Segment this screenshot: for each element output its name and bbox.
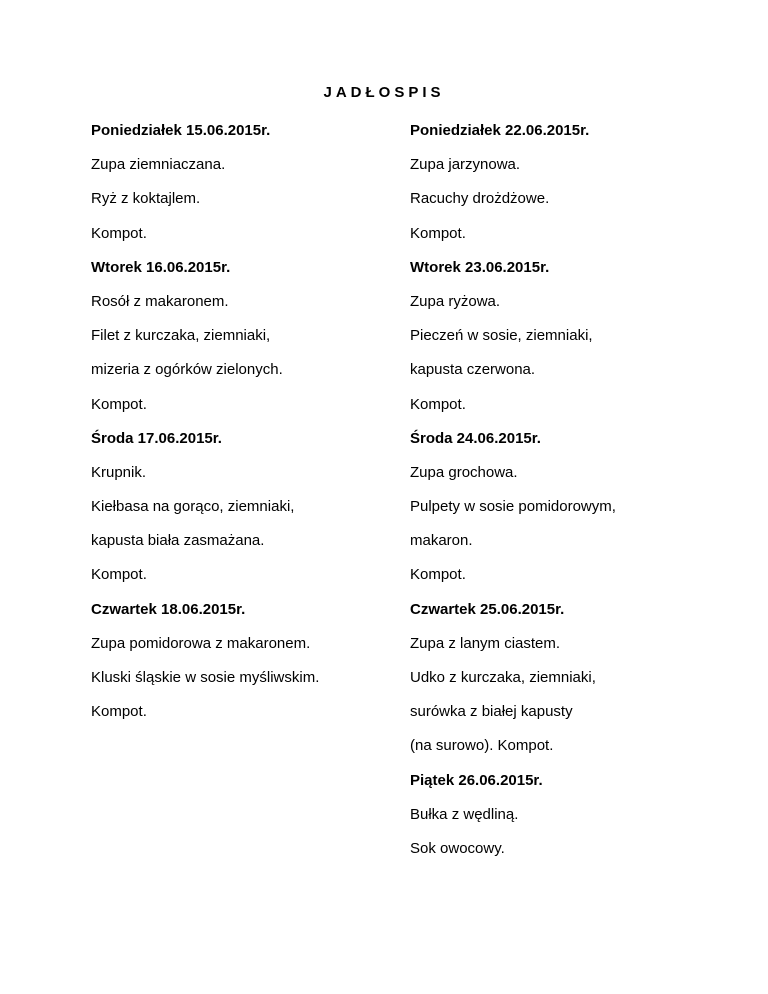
menu-item: Kompot.	[410, 224, 466, 242]
day-heading: Czwartek 25.06.2015r.	[410, 600, 565, 618]
menu-item: Ryż z koktajlem.	[91, 190, 201, 208]
menu-item: (na surowo). Kompot.	[410, 737, 554, 755]
menu-column-left	[91, 114, 421, 729]
menu-item: Zupa pomidorowa z makaronem.	[91, 634, 311, 652]
day-heading: Poniedziałek 22.06.2015r.	[410, 122, 590, 139]
menu-item: Kompot.	[91, 566, 147, 584]
day-heading: Poniedziałek 15.06.2015r.	[91, 122, 271, 139]
menu-item: kapusta czerwona.	[410, 361, 536, 379]
menu-item: Kompot.	[91, 395, 147, 413]
day-heading: Wtorek 23.06.2015r.	[410, 258, 550, 276]
day-heading: Środa 24.06.2015r.	[410, 429, 541, 447]
menu-item: Zupa z lanym ciastem.	[410, 634, 561, 652]
menu-item: Kompot.	[410, 395, 466, 413]
menu-item: Kompot.	[91, 224, 147, 242]
menu-item: mizeria z ogórków zielonych.	[91, 361, 283, 379]
day-heading: Czwartek 18.06.2015r.	[91, 600, 246, 618]
menu-item: makaron.	[410, 532, 473, 550]
menu-item: Filet z kurczaka, ziemniaki,	[91, 327, 271, 345]
menu-item: Pulpety w sosie pomidorowym,	[410, 498, 616, 516]
menu-item: Kluski śląskie w sosie myśliwskim.	[91, 669, 320, 686]
day-heading: Piątek 26.06.2015r.	[410, 771, 543, 789]
menu-item: surówka z białej kapusty	[410, 703, 573, 721]
menu-item: Kiełbasa na gorąco, ziemniaki,	[91, 498, 295, 516]
menu-column-right	[410, 114, 740, 866]
menu-item: Zupa grochowa.	[410, 463, 518, 481]
menu-item: Zupa ziemniaczana.	[91, 156, 226, 174]
menu-item: kapusta biała zasmażana.	[91, 532, 265, 550]
menu-item: Kompot.	[410, 566, 466, 584]
menu-item: Zupa ryżowa.	[410, 292, 501, 310]
menu-item: Kompot.	[91, 703, 147, 721]
document-title: JADŁOSPIS	[323, 84, 445, 101]
menu-item: Zupa jarzynowa.	[410, 156, 521, 174]
day-heading: Wtorek 16.06.2015r.	[91, 258, 231, 276]
menu-item: Udko z kurczaka, ziemniaki,	[410, 669, 596, 686]
menu-item: Krupnik.	[91, 463, 147, 481]
menu-item: Racuchy drożdżowe.	[410, 190, 550, 208]
menu-item: Bułka z wędliną.	[410, 805, 519, 823]
menu-item: Rosół z makaronem.	[91, 292, 229, 310]
day-heading: Środa 17.06.2015r.	[91, 429, 222, 447]
menu-item: Sok owocowy.	[410, 839, 505, 857]
menu-item: Pieczeń w sosie, ziemniaki,	[410, 327, 593, 345]
